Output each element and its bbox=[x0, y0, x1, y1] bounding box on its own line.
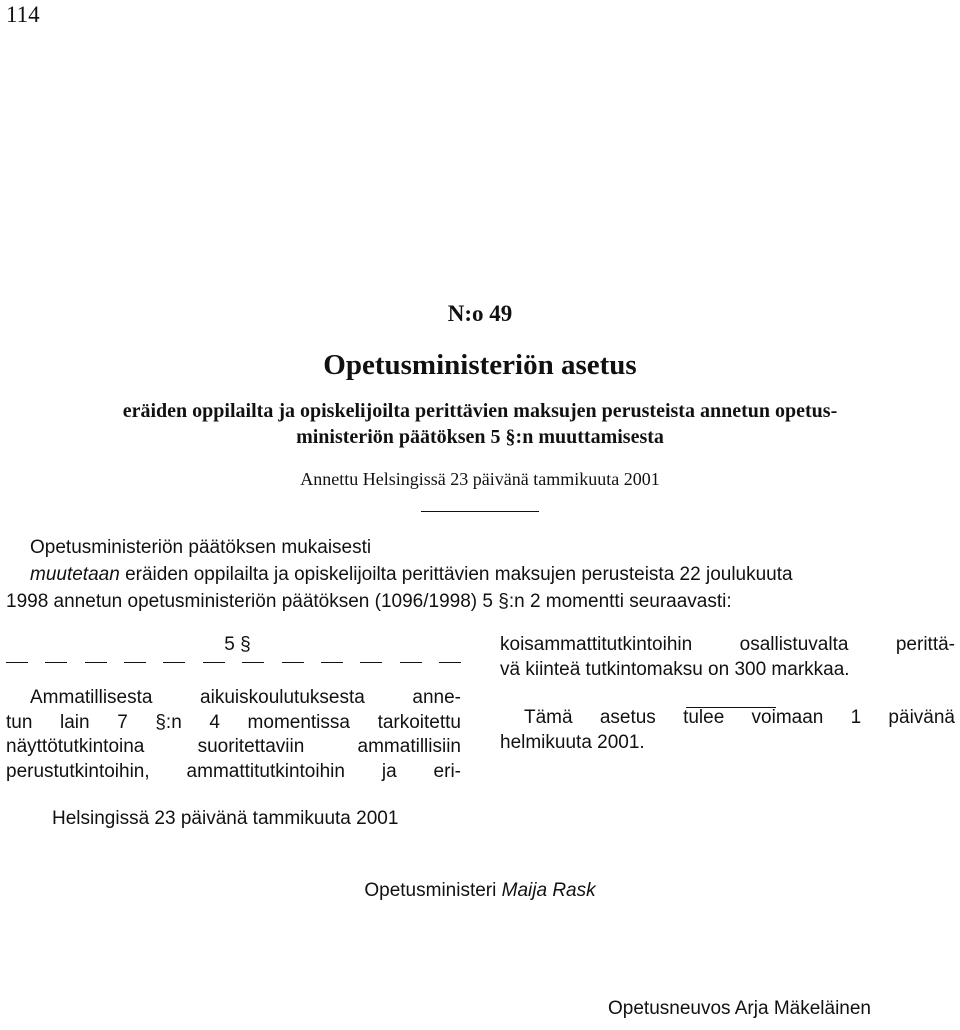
section-text-line: perustutkintoihin, ammattitutkintoihin ja eri- bbox=[6, 760, 461, 782]
entry-into-force-line: Tämä asetus tulee voimaan 1 päivänä bbox=[524, 707, 955, 729]
section-text-line: tun lain 7 §:n 4 momentissa tarkoitettu bbox=[6, 711, 461, 733]
decree-subtitle bbox=[0, 398, 960, 450]
place-date: Helsingissä 23 päivänä tammikuuta 2001 bbox=[52, 808, 399, 829]
section-text-right-column bbox=[500, 634, 955, 756]
entry-into-force-line: helmikuuta 2001. bbox=[500, 731, 645, 753]
section-divider bbox=[686, 707, 776, 708]
preamble-line: 1998 annetun opetusministeriön päätöksen (1096/1998) 5 §:n 2 momentti seuraavasti: bbox=[6, 591, 732, 612]
decree-subtitle-line: ministeriön päätöksen 5 §:n muuttamisesta bbox=[296, 426, 664, 448]
section-text-line: koisammattitutkintoihin osallistuvalta perittä- bbox=[500, 634, 955, 655]
spacer bbox=[500, 683, 955, 707]
section-text-line: näyttötutkintoina suoritettaviin ammatillisiin bbox=[6, 736, 461, 758]
section-text-line: Ammatillisesta aikuiskoulutuksesta anne- bbox=[30, 687, 461, 708]
decree-title: Opetusministeriön asetus bbox=[323, 349, 637, 381]
minister-title: Opetusministeri bbox=[364, 880, 497, 901]
issued-line: Annettu Helsingissä 23 päivänä tammikuuta 2001 bbox=[300, 469, 660, 489]
preamble-line: Opetusministeriön päätöksen mukaisesti bbox=[30, 537, 372, 558]
decree-subtitle-line: eräiden oppilailta ja opiskelijoilta perittävien maksujen perusteista annetun opetus- bbox=[122, 400, 838, 422]
page-number: 114 bbox=[6, 2, 40, 27]
minister-name: Maija Rask bbox=[501, 880, 596, 901]
section-text-line: vä kiinteä tutkintomaksu on 300 markkaa. bbox=[500, 658, 850, 680]
section-text-left-column bbox=[6, 687, 461, 785]
minister-signature bbox=[0, 880, 960, 902]
omission-dashes bbox=[6, 662, 461, 666]
section-heading: 5 § bbox=[224, 634, 251, 655]
preamble-line bbox=[30, 564, 793, 586]
statute-number: N:o 49 bbox=[447, 301, 513, 326]
preamble-enacting-word: muutetaan bbox=[30, 564, 120, 585]
preamble-line-text: eräiden oppilailta ja opiskelijoilta perittävien maksujen perusteista 22 joulukuuta bbox=[119, 564, 793, 585]
header-divider bbox=[421, 511, 539, 512]
counsellor-signature: Opetusneuvos Arja Mäkeläinen bbox=[608, 998, 871, 1019]
